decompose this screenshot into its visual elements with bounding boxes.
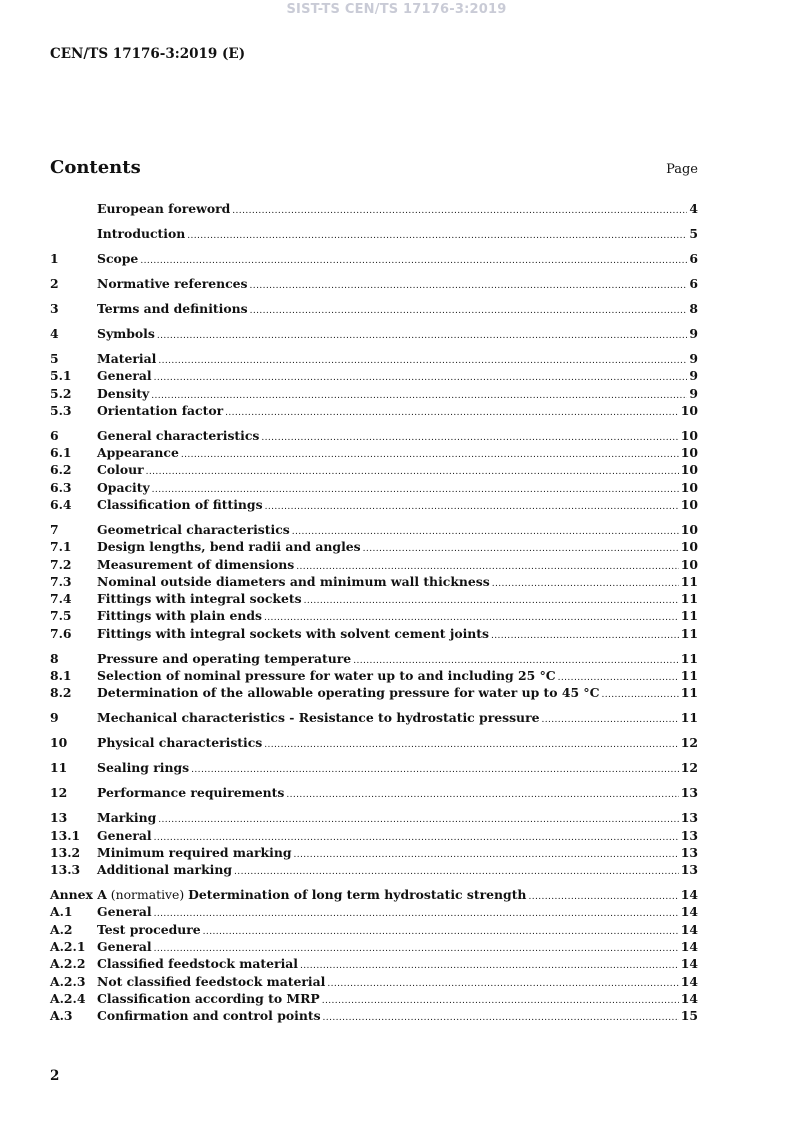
toc-entry-page: 9 — [689, 350, 698, 366]
toc-entry-title: Material — [97, 350, 157, 366]
toc-entry[interactable] — [50, 1007, 698, 1024]
toc-entry[interactable] — [50, 990, 698, 1007]
toc-entry-page: 10 — [680, 521, 698, 537]
toc-entry-title: General characteristics — [97, 427, 260, 443]
toc-entry-page: 14 — [680, 973, 698, 989]
toc-entry-title: Scope — [97, 250, 139, 266]
toc-entry-number: A.2.4 — [50, 990, 86, 1006]
toc-entry-number: 6.3 — [50, 479, 72, 495]
toc-entry-number: 7 — [50, 521, 59, 537]
toc-entry[interactable] — [50, 385, 698, 402]
toc-entry-title: General — [97, 939, 152, 954]
toc-entry-page: 11 — [680, 591, 698, 607]
dot-leader — [234, 861, 679, 881]
annex-kind: (normative) — [106, 887, 189, 903]
toc-entry-page: 14 — [680, 990, 698, 1006]
toc-entry-number: 5 — [50, 350, 59, 366]
toc-entry-title: Minimum required marking — [97, 844, 292, 860]
toc-entry-number: 7.3 — [50, 573, 72, 589]
toc-entry-title: Marking — [97, 810, 157, 826]
toc-entry-number: 9 — [50, 710, 59, 726]
toc-entry-title: General — [97, 368, 152, 384]
toc-entry[interactable] — [50, 844, 698, 861]
toc-entry-title: General — [97, 904, 152, 920]
toc-entry[interactable] — [50, 625, 698, 642]
dot-leader — [491, 625, 679, 645]
toc-entry-page: 13 — [680, 827, 698, 843]
toc-entry-title: Pressure and operating temperature — [97, 650, 352, 666]
toc-entry-page: 10 — [680, 402, 698, 418]
toc-entry-number: 7.5 — [50, 608, 72, 624]
toc-entry-title: Orientation factor — [97, 402, 224, 418]
toc-entry-page: 12 — [680, 735, 698, 751]
toc-entry-number: 6.1 — [50, 445, 72, 461]
toc-entry[interactable] — [50, 784, 698, 801]
dot-leader — [265, 496, 679, 516]
toc-entry-page: 11 — [680, 710, 698, 726]
dot-leader — [250, 275, 688, 295]
toc-entry-page: 12 — [680, 760, 698, 776]
toc-entry-title: Selection of nominal pressure for water up to and including 25 °C — [97, 668, 556, 684]
toc-entry-title: Symbols — [97, 325, 155, 341]
toc-entry-number: A.3 — [50, 1008, 73, 1024]
toc-entry-title: Fittings with integral sockets — [97, 591, 302, 607]
toc-entry-number: 8.2 — [50, 685, 72, 701]
toc-entry-number: 6 — [50, 427, 59, 443]
toc-entry[interactable] — [50, 607, 698, 624]
annex-title: Determination of long term hydrostatic strength — [188, 887, 527, 903]
dot-leader — [225, 402, 679, 422]
toc-entry-page: 4 — [689, 201, 698, 216]
toc-entry-title: Measurement of dimensions — [97, 556, 295, 572]
toc-entry-number: 13.1 — [50, 827, 81, 843]
toc-entry[interactable] — [50, 367, 698, 384]
toc-entry-title: Additional marking — [97, 862, 233, 878]
toc-entry[interactable] — [50, 709, 698, 726]
toc-entry-title — [50, 886, 526, 903]
toc-entry-page: 11 — [680, 625, 698, 641]
toc-entry-page: 13 — [680, 844, 698, 860]
toc-entry-title: Nominal outside diameters and minimum wall thickness — [97, 573, 490, 589]
toc-entry-title: Physical characteristics — [97, 735, 263, 751]
toc-entry-page: 14 — [680, 921, 698, 937]
dot-leader — [541, 709, 678, 729]
toc-entry-page: 11 — [680, 573, 698, 589]
toc-entry[interactable] — [50, 573, 698, 590]
toc-entry-number: A.2.3 — [50, 973, 86, 989]
toc-entry-number: 3 — [50, 300, 59, 316]
toc-entry[interactable] — [50, 200, 698, 217]
dot-leader — [187, 225, 687, 245]
toc-entry[interactable] — [50, 444, 698, 461]
toc-entry[interactable] — [50, 556, 698, 573]
toc-entry[interactable] — [50, 461, 698, 478]
toc-entry-page: 14 — [680, 939, 698, 954]
toc-entry-page: 14 — [680, 887, 698, 903]
toc-entry[interactable] — [50, 250, 698, 267]
toc-entry-number: A.2.1 — [50, 939, 86, 954]
dot-leader — [140, 250, 687, 270]
toc-entry[interactable] — [50, 521, 698, 538]
toc-entry-page: 10 — [680, 539, 698, 555]
toc-entry-page: 13 — [680, 810, 698, 826]
toc-entry-number: 7.6 — [50, 625, 72, 641]
dot-leader — [323, 1007, 679, 1027]
toc-entry[interactable] — [50, 667, 698, 684]
toc-entry-title: Appearance — [97, 445, 179, 461]
toc-entry-page: 11 — [680, 608, 698, 624]
toc-entry[interactable] — [50, 921, 698, 938]
toc-entry[interactable] — [50, 300, 698, 317]
toc-entry-page: 11 — [680, 668, 698, 684]
toc-entry[interactable] — [50, 427, 698, 444]
toc-entry-number: 5.2 — [50, 385, 72, 401]
toc-entry-page: 13 — [680, 785, 698, 801]
toc-entry-page: 13 — [680, 862, 698, 878]
toc-entry-page: 10 — [680, 445, 698, 461]
toc-entry[interactable] — [50, 325, 698, 342]
toc-entry-page: 11 — [680, 650, 698, 666]
toc-entry-number: A.2.2 — [50, 956, 86, 972]
toc-entry[interactable] — [50, 590, 698, 607]
toc-entry-number: 8 — [50, 650, 59, 666]
toc-entry-page: 15 — [680, 1008, 698, 1024]
toc-entry-number: 5.1 — [50, 368, 72, 384]
toc-entry-page: 10 — [680, 427, 698, 443]
toc-entry-page: 9 — [689, 325, 698, 341]
toc-entry[interactable] — [50, 402, 698, 419]
toc-entry-number: 10 — [50, 735, 68, 751]
toc-entry-title: Fittings with plain ends — [97, 608, 262, 624]
toc-entry-title: Introduction — [97, 225, 186, 241]
dot-leader — [264, 734, 678, 754]
toc-entry-page: 6 — [689, 275, 698, 291]
dot-leader — [601, 684, 678, 704]
toc-entry-title: European foreword — [97, 201, 231, 216]
toc-entry-number: A.2 — [50, 921, 73, 937]
toc-entry-page: 10 — [680, 496, 698, 512]
toc-entry-title: Sealing rings — [97, 760, 190, 776]
toc-entry[interactable] — [50, 886, 698, 903]
toc-entry-title: Geometrical characteristics — [97, 521, 290, 537]
toc-entry-page: 6 — [689, 250, 698, 266]
toc-entry-number: 13.2 — [50, 844, 81, 860]
dot-leader — [232, 200, 687, 220]
toc-entry[interactable] — [50, 809, 698, 826]
toc-entry-title: General — [97, 827, 152, 843]
toc-entry-title: Colour — [97, 462, 144, 478]
dot-leader — [191, 759, 679, 779]
toc-entry-number: 1 — [50, 250, 59, 266]
toc-entry[interactable] — [50, 225, 698, 242]
toc-entry-number: 13 — [50, 810, 68, 826]
annex-label: Annex A — [50, 887, 107, 903]
toc-entry-number: 6.2 — [50, 462, 72, 478]
toc-entry[interactable] — [50, 684, 698, 701]
toc-entry-number: 8.1 — [50, 668, 72, 684]
toc-entry[interactable] — [50, 955, 698, 972]
toc-entry-page: 10 — [680, 556, 698, 572]
toc-entry-number: 2 — [50, 275, 59, 291]
toc-entry-page: 9 — [689, 368, 698, 384]
toc-entry[interactable] — [50, 350, 698, 367]
toc-entry-number: 7.4 — [50, 591, 72, 607]
toc-entry-title: Not classified feedstock material — [97, 973, 326, 989]
toc-entry[interactable] — [50, 479, 698, 496]
toc-entry-number: 5.3 — [50, 402, 72, 418]
toc-entry-number: 4 — [50, 325, 59, 341]
page-number: 2 — [50, 1068, 60, 1084]
toc-entry-title: Normative references — [97, 275, 248, 291]
toc-entry-page: 5 — [689, 225, 698, 241]
toc-entry-title: Classified feedstock material — [97, 956, 299, 972]
document-id: CEN/TS 17176-3:2019 (E) — [50, 46, 246, 62]
toc-entry-page: 9 — [689, 385, 698, 401]
toc-entry[interactable] — [50, 938, 698, 955]
toc-entry-number: 7.1 — [50, 539, 72, 555]
toc-entry-title: Classification according to MRP — [97, 990, 320, 1006]
watermark: SIST-TS CEN/TS 17176-3:2019 — [286, 2, 507, 17]
toc-entry-number: 6.4 — [50, 496, 72, 512]
toc-entry-title: Confirmation and control points — [97, 1008, 321, 1024]
toc-entry-page: 14 — [680, 956, 698, 972]
toc-entry-page: 8 — [689, 300, 698, 316]
table-of-contents — [50, 200, 698, 1024]
toc-entry[interactable] — [50, 827, 698, 844]
toc-entry-page: 10 — [680, 462, 698, 478]
toc-entry-title: Performance requirements — [97, 785, 285, 801]
toc-entry-number: 12 — [50, 785, 68, 801]
toc-entry[interactable] — [50, 903, 698, 920]
toc-entry-title: Fittings with integral sockets with solvent cement joints — [97, 625, 489, 641]
toc-entry-page: 11 — [680, 685, 698, 701]
toc-entry-title: Test procedure — [97, 921, 201, 937]
toc-entry-title: Terms and definitions — [97, 300, 248, 316]
toc-entry-page: 14 — [680, 904, 698, 920]
toc-entry-number: 7.2 — [50, 556, 72, 572]
toc-entry-number: 11 — [50, 760, 68, 776]
toc-entry[interactable] — [50, 538, 698, 555]
toc-entry-number: A.1 — [50, 904, 73, 920]
toc-entry-title: Mechanical characteristics - Resistance to hydrostatic pressure — [97, 710, 540, 726]
dot-leader — [286, 784, 678, 804]
toc-entry-title: Density — [97, 385, 150, 401]
toc-entry[interactable] — [50, 861, 698, 878]
toc-entry-title: Classification of fittings — [97, 496, 263, 512]
dot-leader — [157, 325, 688, 345]
toc-entry[interactable] — [50, 973, 698, 990]
toc-entry-title: Opacity — [97, 479, 150, 495]
toc-entry[interactable] — [50, 275, 698, 292]
toc-entry[interactable] — [50, 759, 698, 776]
toc-entry-title: Determination of the allowable operating pressure for water up to 45 °C — [97, 685, 600, 701]
toc-entry-title: Design lengths, bend radii and angles — [97, 539, 361, 555]
toc-entry[interactable] — [50, 734, 698, 751]
page-column-label: Page — [666, 162, 698, 177]
dot-leader — [250, 300, 688, 320]
contents-title: Contents — [50, 157, 141, 178]
toc-entry-number: 13.3 — [50, 862, 81, 878]
toc-entry-page: 10 — [680, 479, 698, 495]
toc-entry[interactable] — [50, 650, 698, 667]
toc-entry[interactable] — [50, 496, 698, 513]
